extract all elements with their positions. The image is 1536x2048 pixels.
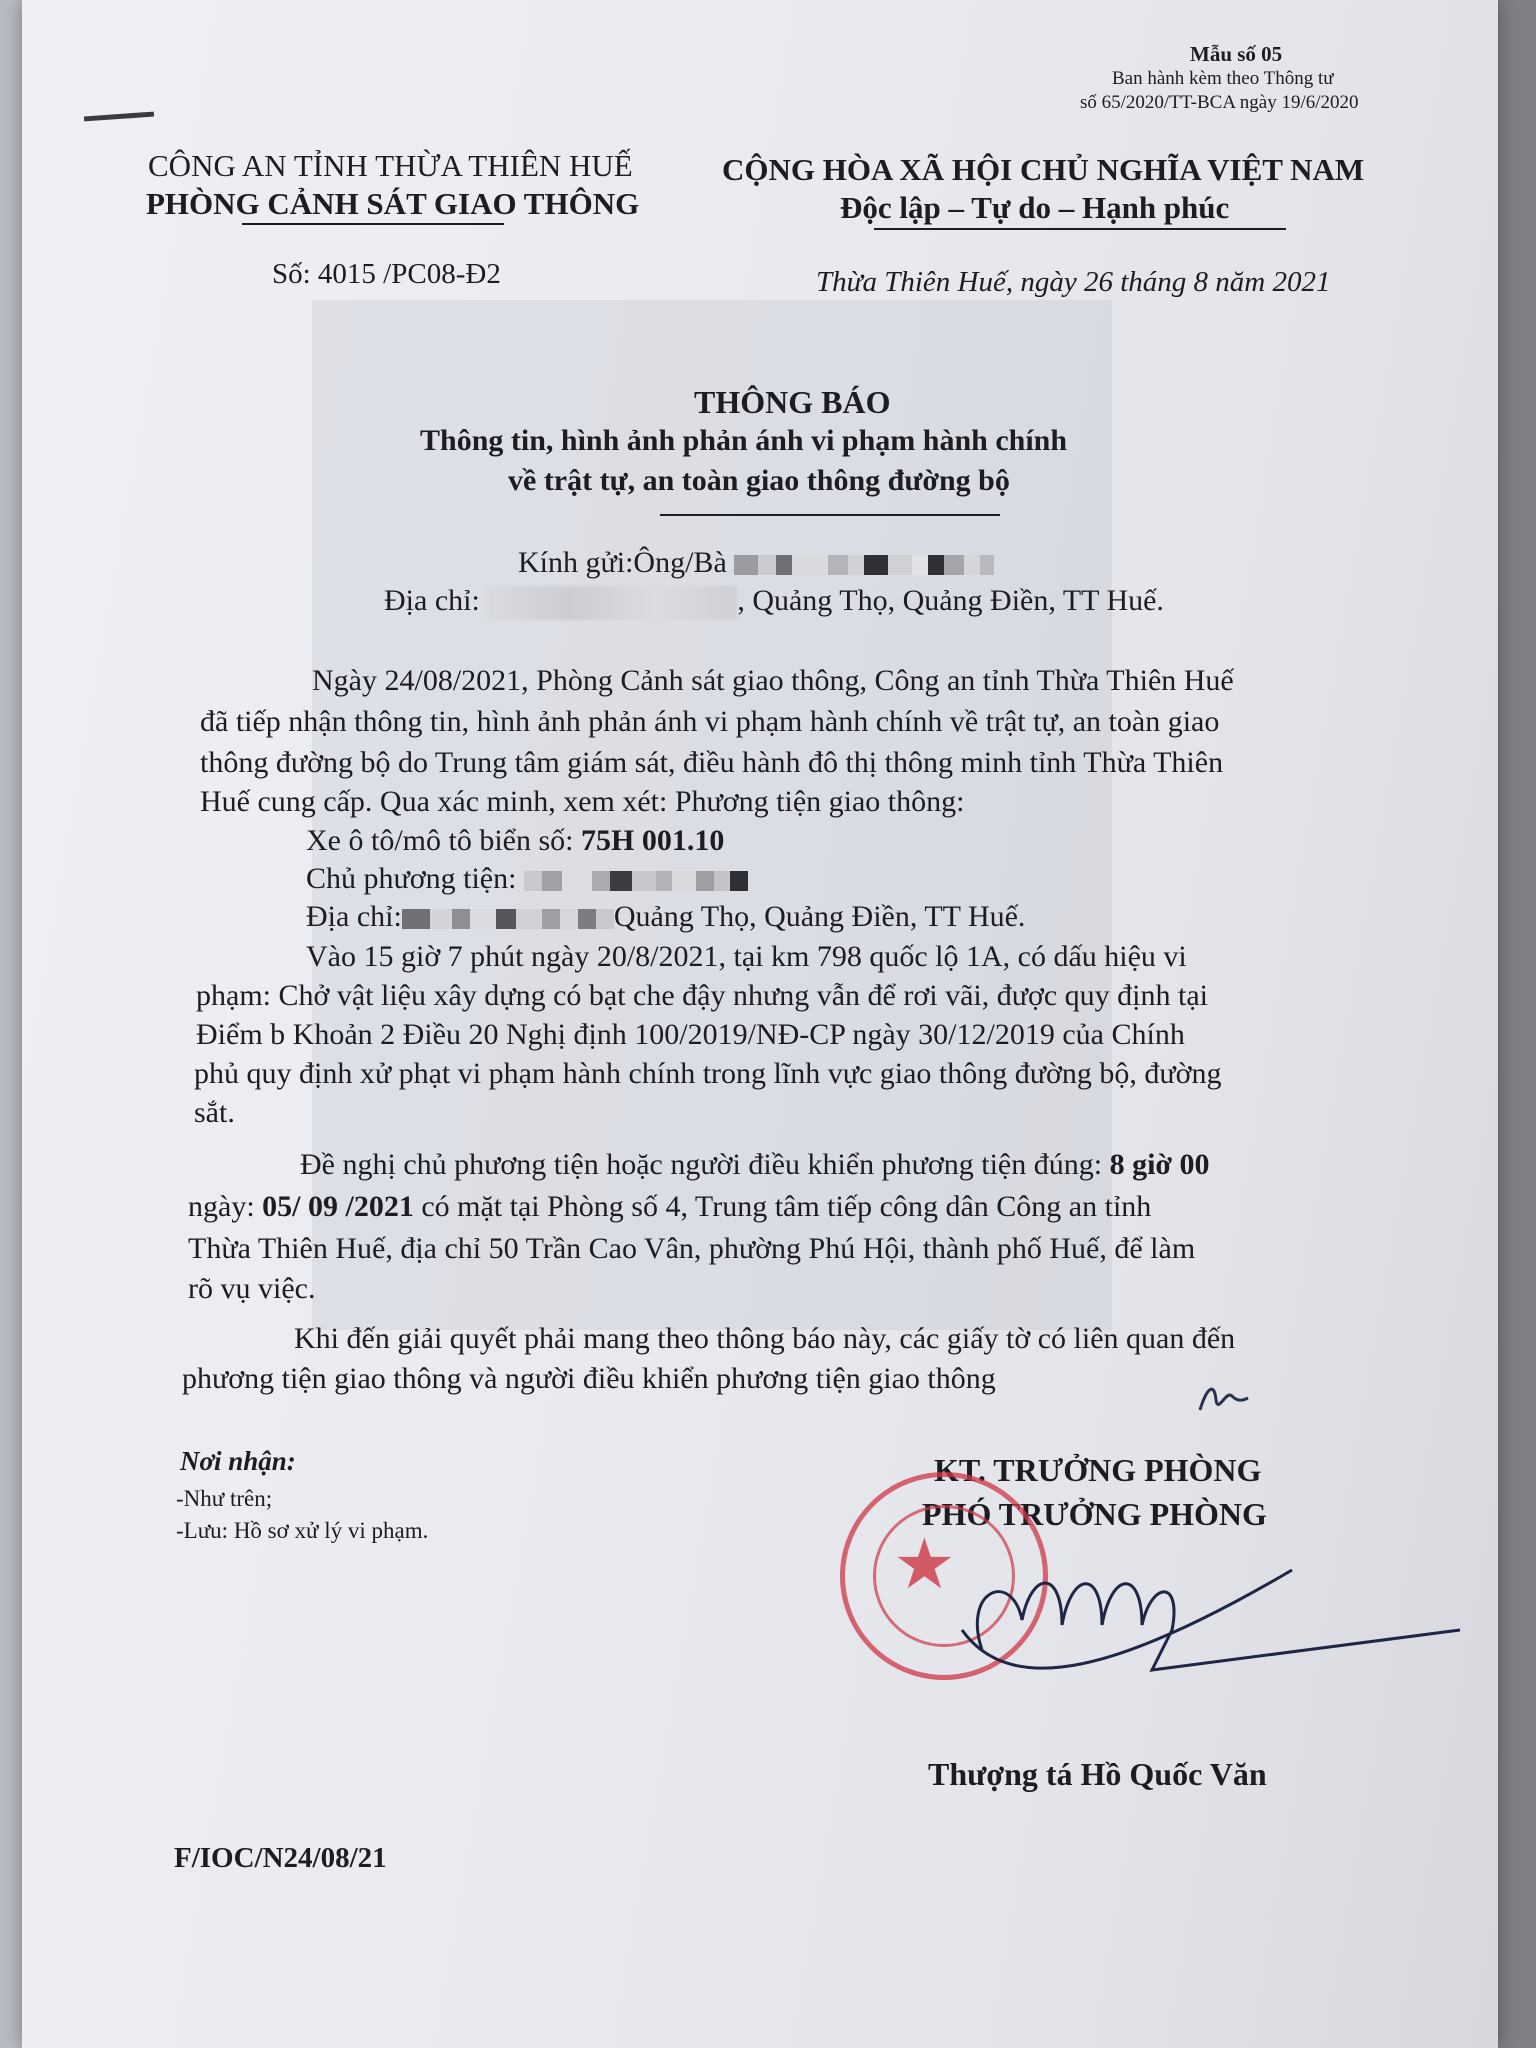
redacted-address <box>487 586 737 620</box>
agency-name: PHÒNG CẢNH SÁT GIAO THÔNG <box>146 186 640 221</box>
p1-line-3: thông đường bộ do Trung tâm giám sát, điều hành đô thị thông minh tỉnh Thừa Thiên <box>200 746 1224 779</box>
owner-address-tail: Quảng Thọ, Quảng Điền, TT Huế. <box>613 900 1026 933</box>
issue-date: Thừa Thiên Huế, ngày 26 tháng 8 năm 2021 <box>816 266 1331 298</box>
plate-value: 75H 001.10 <box>580 824 725 857</box>
owner-address-label: Địa chỉ: <box>306 900 402 933</box>
initial-mark <box>1192 1370 1252 1420</box>
p3-line-3: Thừa Thiên Huế, địa chỉ 50 Trần Cao Vân, phường Phú Hội, thành phố Huế, để làm <box>188 1232 1196 1265</box>
agency-underline <box>242 223 504 225</box>
p1-line-4: Huế cung cấp. Qua xác minh, xem xét: Phương tiện giao thông: <box>200 785 965 818</box>
form-number-line2: số 65/2020/TT-BCA ngày 19/6/2020 <box>1080 92 1359 113</box>
appointment-time: 8 giờ 00 <box>1109 1148 1210 1181</box>
form-number-title: Mẫu số 05 <box>1190 42 1283 66</box>
p3-line-1-text: Đề nghị chủ phương tiện hoặc người điều khiển phương tiện đúng: <box>300 1148 1110 1181</box>
notice-title: THÔNG BÁO <box>694 384 891 420</box>
p2-line-2: phạm: Chở vật liệu xây dựng có bạt che đậy nhưng vẫn để rơi vãi, được quy định tại <box>196 979 1208 1012</box>
p2-line-5: sắt. <box>194 1096 235 1129</box>
redacted-owner <box>524 862 748 895</box>
motto-underline <box>874 228 1286 230</box>
signer-name: Thượng tá Hồ Quốc Văn <box>928 1756 1267 1792</box>
appointment-date: 05/ 09 /2021 <box>262 1190 414 1223</box>
pen-mark <box>84 112 154 122</box>
document-page <box>22 0 1498 2048</box>
p1-line-2: đã tiếp nhận thông tin, hình ảnh phản ánh vi phạm hành chính về trật tự, an toàn giao <box>200 705 1220 738</box>
handwritten-signature <box>922 1530 1462 1710</box>
background-right <box>1496 0 1536 2048</box>
recipients-item-2: -Lưu: Hồ sơ xử lý vi phạm. <box>176 1518 429 1543</box>
p2-line-4: phủ quy định xử phạt vi phạm hành chính trong lĩnh vực giao thông đường bộ, đường <box>194 1057 1222 1090</box>
p3-line-2-label: ngày: <box>188 1190 263 1223</box>
notice-subtitle-1: Thông tin, hình ảnh phản ánh vi phạm hành chính <box>420 424 1068 457</box>
p1-line-1: Ngày 24/08/2021, Phòng Cảnh sát giao thông, Công an tỉnh Thừa Thiên Huế <box>312 664 1234 697</box>
recipient-greeting-text: Kính gửi:Ông/Bà <box>518 546 727 579</box>
recipient-address <box>384 584 1164 620</box>
signer-role-2: PHÓ TRƯỞNG PHÒNG <box>922 1496 1267 1532</box>
signer-role-1: KT. TRƯỞNG PHÒNG <box>934 1452 1262 1488</box>
recipient-address-tail: , Quảng Thọ, Quảng Điền, TT Huế. <box>737 584 1164 617</box>
plate-label: Xe ô tô/mô tô biển số: <box>306 824 581 857</box>
notice-subtitle-2: về trật tự, an toàn giao thông đường bộ <box>508 464 1010 497</box>
recipients-item-1: -Như trên; <box>176 1486 273 1511</box>
redacted-name <box>734 546 994 579</box>
owner-address-line <box>306 900 1025 934</box>
p2-line-1: Vào 15 giờ 7 phút ngày 20/8/2021, tại km 798 quốc lộ 1A, có dấu hiệu vi <box>306 940 1187 973</box>
owner-line <box>306 862 748 896</box>
seal-star-icon: ★ <box>893 1527 956 1604</box>
p2-line-3: Điểm b Khoản 2 Điều 20 Nghị định 100/2019/NĐ-CP ngày 30/12/2019 của Chính <box>196 1018 1185 1051</box>
nation-name: CỘNG HÒA XÃ HỘI CHỦ NGHĨA VIỆT NAM <box>722 152 1365 187</box>
recipient-greeting <box>518 546 994 580</box>
nation-motto: Độc lập – Tự do – Hạnh phúc <box>840 190 1230 225</box>
footer-code: F/IOC/N24/08/21 <box>174 1842 387 1874</box>
p3-line-4: rõ vụ việc. <box>188 1272 316 1305</box>
recipients-title: Nơi nhận: <box>180 1446 296 1476</box>
p3-line-1 <box>300 1148 1210 1182</box>
redacted-owner-address <box>402 900 614 933</box>
document-number: Số: 4015 /PC08-Đ2 <box>272 258 501 290</box>
p4-line-2: phương tiện giao thông và người điều khiển phương tiện giao thông <box>182 1362 996 1395</box>
title-underline <box>660 514 1000 516</box>
recipient-address-label: Địa chỉ: <box>384 584 480 617</box>
p3-line-2 <box>188 1190 1151 1224</box>
p4-line-1: Khi đến giải quyết phải mang theo thông báo này, các giấy tờ có liên quan đến <box>294 1322 1236 1355</box>
p3-line-2-text: có mặt tại Phòng số 4, Trung tâm tiếp công dân Công an tỉnh <box>413 1190 1152 1223</box>
agency-parent: CÔNG AN TỈNH THỪA THIÊN HUẾ <box>148 148 633 183</box>
owner-label: Chủ phương tiện: <box>306 862 517 895</box>
plate-line <box>306 824 724 858</box>
form-number-line1: Ban hành kèm theo Thông tư <box>1112 68 1334 89</box>
